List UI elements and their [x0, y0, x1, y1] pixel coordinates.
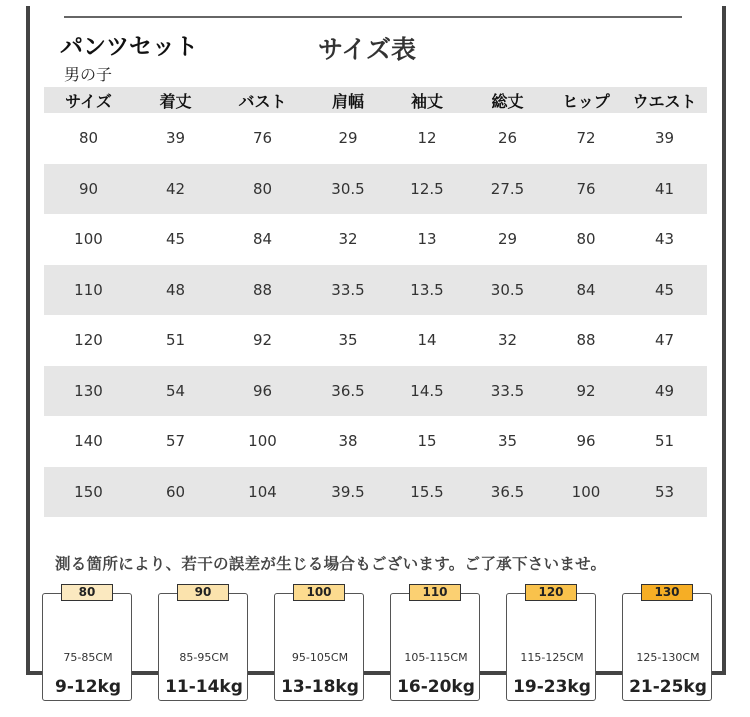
table-cell: 57 [165, 432, 186, 451]
table-cell: 15 [417, 432, 437, 451]
table-cell: 72 [576, 129, 596, 148]
table-cell: 80 [252, 179, 273, 198]
table-cell: 96 [576, 432, 596, 451]
size-tag-height-range: 125-130CM [636, 651, 700, 664]
table-cell: 47 [654, 331, 675, 350]
table-cell: 120 [74, 331, 103, 350]
table-cell: 41 [654, 179, 675, 198]
size-table [44, 87, 707, 517]
table-cell: 33.5 [490, 381, 525, 400]
column-header: バスト [238, 91, 287, 111]
table-cell: 90 [78, 179, 99, 198]
column-header: サイズ [65, 91, 112, 111]
table-cell: 14 [417, 331, 437, 350]
size-tag-label: 80 [61, 584, 113, 601]
size-tag-weight-range: 16-20kg [397, 677, 475, 697]
table-cell: 60 [165, 482, 186, 501]
table-header-row [44, 87, 707, 113]
table-cell: 92 [576, 381, 596, 400]
table-body [44, 113, 707, 517]
table-cell: 53 [654, 482, 675, 501]
table-cell: 110 [74, 280, 103, 299]
table-cell: 36.5 [490, 482, 525, 501]
size-tag-card [506, 593, 596, 701]
size-tag [42, 583, 132, 703]
table-cell: 76 [576, 179, 596, 198]
table-cell: 45 [654, 280, 675, 299]
size-tag-weight-range: 13-18kg [281, 677, 359, 697]
table-cell: 35 [497, 432, 518, 451]
size-tag-weight-range: 9-12kg [54, 677, 122, 697]
frame-right-border [722, 6, 726, 674]
table-cell: 104 [248, 482, 277, 501]
table-cell: 45 [165, 230, 186, 249]
column-header: 肩幅 [331, 91, 364, 111]
table-row [44, 315, 707, 366]
product-name: パンツセット [60, 34, 198, 60]
size-tag [390, 583, 480, 703]
table-cell: 130 [74, 381, 103, 400]
table-cell: 100 [74, 230, 103, 249]
column-header: 袖丈 [410, 91, 443, 111]
column-header: ヒップ [562, 91, 610, 111]
table-cell: 100 [571, 482, 601, 501]
size-tag-label: 90 [177, 584, 229, 601]
size-tag-card [158, 593, 248, 701]
size-tag [506, 583, 596, 703]
gender-label: 男の子 [64, 65, 113, 84]
column-header: ウエスト [632, 91, 697, 111]
table-cell: 42 [165, 179, 186, 198]
table-cell: 14.5 [410, 381, 444, 400]
table-cell: 12 [417, 129, 437, 148]
size-tag-weight-range: 21-25kg [629, 677, 707, 697]
size-tag-height-range: 95-105CM [291, 651, 349, 664]
size-tag-label: 100 [293, 584, 345, 601]
size-tag-label: 120 [525, 584, 577, 601]
table-cell: 150 [74, 482, 103, 501]
table-cell: 35 [338, 331, 358, 350]
table-title: サイズ表 [318, 35, 417, 64]
table-cell: 96 [252, 381, 273, 400]
table-cell: 33.5 [331, 280, 365, 299]
column-header: 着丈 [159, 91, 192, 111]
table-row [44, 265, 707, 316]
size-tag [274, 583, 364, 703]
measurement-note: 測る箇所により、若干の誤差が生じる場合もございます。ご了承下さいませ。 [55, 555, 607, 573]
table-cell: 100 [248, 432, 277, 451]
table-cell: 13.5 [410, 280, 444, 299]
column-header: 総丈 [491, 91, 524, 111]
table-cell: 36.5 [331, 381, 365, 400]
table-row [44, 214, 707, 265]
table-cell: 32 [338, 230, 358, 249]
size-tag-label: 110 [409, 584, 461, 601]
table-cell: 84 [252, 230, 273, 249]
table-cell: 30.5 [331, 179, 365, 198]
size-tag-card [390, 593, 480, 701]
table-cell: 84 [576, 280, 596, 299]
size-tag-height-range: 85-95CM [179, 651, 229, 664]
table-cell: 12.5 [410, 179, 444, 198]
table-cell: 80 [576, 230, 596, 249]
size-tag-card [622, 593, 712, 701]
table-cell: 51 [654, 432, 675, 451]
table-cell: 88 [576, 331, 596, 350]
table-cell: 39.5 [331, 482, 365, 501]
table-cell: 26 [497, 129, 518, 148]
table-cell: 39 [654, 129, 675, 148]
size-tags [42, 583, 712, 703]
table-row [44, 366, 707, 417]
table-cell: 49 [654, 381, 675, 400]
table-cell: 48 [165, 280, 186, 299]
size-tag-card [274, 593, 364, 701]
table-cell: 38 [338, 432, 358, 451]
size-tag-height-range: 105-115CM [404, 651, 468, 664]
table-cell: 29 [497, 230, 518, 249]
table-cell: 88 [252, 280, 273, 299]
size-tag-card [42, 593, 132, 701]
size-tag-weight-range: 11-14kg [165, 677, 243, 697]
table-cell: 76 [252, 129, 273, 148]
frame-left-border [26, 6, 30, 674]
table-row [44, 416, 707, 467]
table-cell: 43 [654, 230, 675, 249]
size-tag-label: 130 [641, 584, 693, 601]
table-row [44, 113, 707, 164]
table-cell: 80 [78, 129, 99, 148]
table-cell: 140 [74, 432, 103, 451]
table-cell: 27.5 [490, 179, 525, 198]
table-cell: 51 [165, 331, 186, 350]
table-row [44, 467, 707, 518]
table-cell: 92 [252, 331, 273, 350]
size-tag [158, 583, 248, 703]
table-cell: 29 [338, 129, 358, 148]
table-cell: 15.5 [410, 482, 444, 501]
size-tag [622, 583, 712, 703]
table-cell: 30.5 [490, 280, 525, 299]
size-tag-height-range: 115-125CM [520, 651, 584, 664]
table-row [44, 164, 707, 215]
size-tag-height-range: 75-85CM [63, 651, 113, 664]
table-cell: 39 [165, 129, 186, 148]
size-tag-weight-range: 19-23kg [513, 677, 591, 697]
table-cell: 32 [497, 331, 518, 350]
table-cell: 13 [417, 230, 437, 249]
top-divider [64, 16, 682, 18]
table-cell: 54 [165, 381, 186, 400]
